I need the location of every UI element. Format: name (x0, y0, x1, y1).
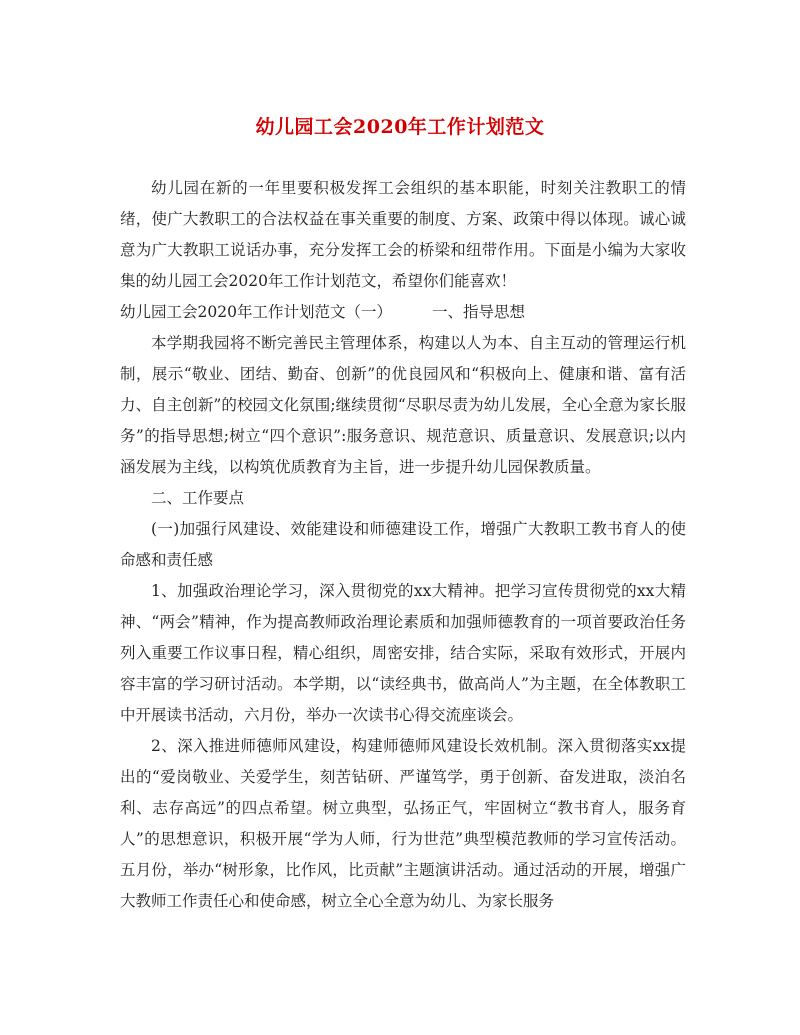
subtitle-line (120, 297, 686, 328)
section-heading-work-points: 二、工作要点 (151, 489, 245, 507)
intro-paragraph: 幼儿园在新的一年里要积极发挥工会组织的基本职能，时刻关注教职工的情绪，使广大教职工的合法权益在事关重要的制度、方案、政策中得以体现。诚心诚意为广大教职工说话办事，充分发挥工会的桥梁和纽带作用。下面是小编为大家收集的幼儿园工会2020年工作计划范文，希望你们能喜欢！ (120, 179, 686, 290)
document-body (120, 173, 686, 917)
article-subtitle: 幼儿园工会2020年工作计划范文（一） (120, 303, 392, 321)
guiding-thought-paragraph: 本学期我园将不断完善民主管理体系，构建以人为本、自主互动的管理运行机制，展示“敬业、团结、勤奋、创新”的优良园风和“积极向上、健康和谐、富有活力、自主创新”的校园文化氛围;继续贯彻“尽职尽责为幼儿发展，全心全意为家长服务”的指导思想;树立“四个意识”:服务意识、规范意识、质量意识、发展意识;以内涵发展为主线，以构筑优质教育为主旨，进一步提升幼儿园保教质量。 (120, 334, 686, 476)
item-paragraph-2: 2、深入推进师德师风建设，构建师德师风建设长效机制。深入贯彻落实xx提出的“爱岗敬业、关爱学生，刻苦钻研、严谨笃学，勇于创新、奋发进取，淡泊名利、志存高远”的四点希望。树立典型，弘扬正气，牢固树立“教书育人，服务育人”的思想意识，积极开展“学为人师，行为世范”典型模范教师的学习宣传活动。五月份，举办“树形象，比作风，比贡献”主题演讲活动。通过活动的开展，增强广大教师工作责任心和使命感，树立全心全意为幼儿、为家长服务 (120, 737, 686, 910)
page-title: 幼儿园工会2020年工作计划范文 (255, 116, 545, 138)
item-paragraph-1: 1、加强政治理论学习，深入贯彻党的xx大精神。把学习宣传贯彻党的xx大精神、“两会”精神，作为提高教师政治理论素质和加强师德教育的一项首要政治任务列入重要工作议事日程，精心组织，周密安排，结合实际，采取有效形式，开展内容丰富的学习研讨活动。本学期，以“读经典书，做高尚人”为主题，在全体教职工中开展读书活动，六月份，举办一次读书心得交流座谈会。 (120, 582, 686, 724)
section-heading-guiding-thought: 一、指导思想 (431, 303, 525, 321)
subsection-heading-ethics: (一)加强行风建设、效能建设和师德建设工作，增强广大教职工教书育人的使命感和责任感 (120, 520, 686, 569)
